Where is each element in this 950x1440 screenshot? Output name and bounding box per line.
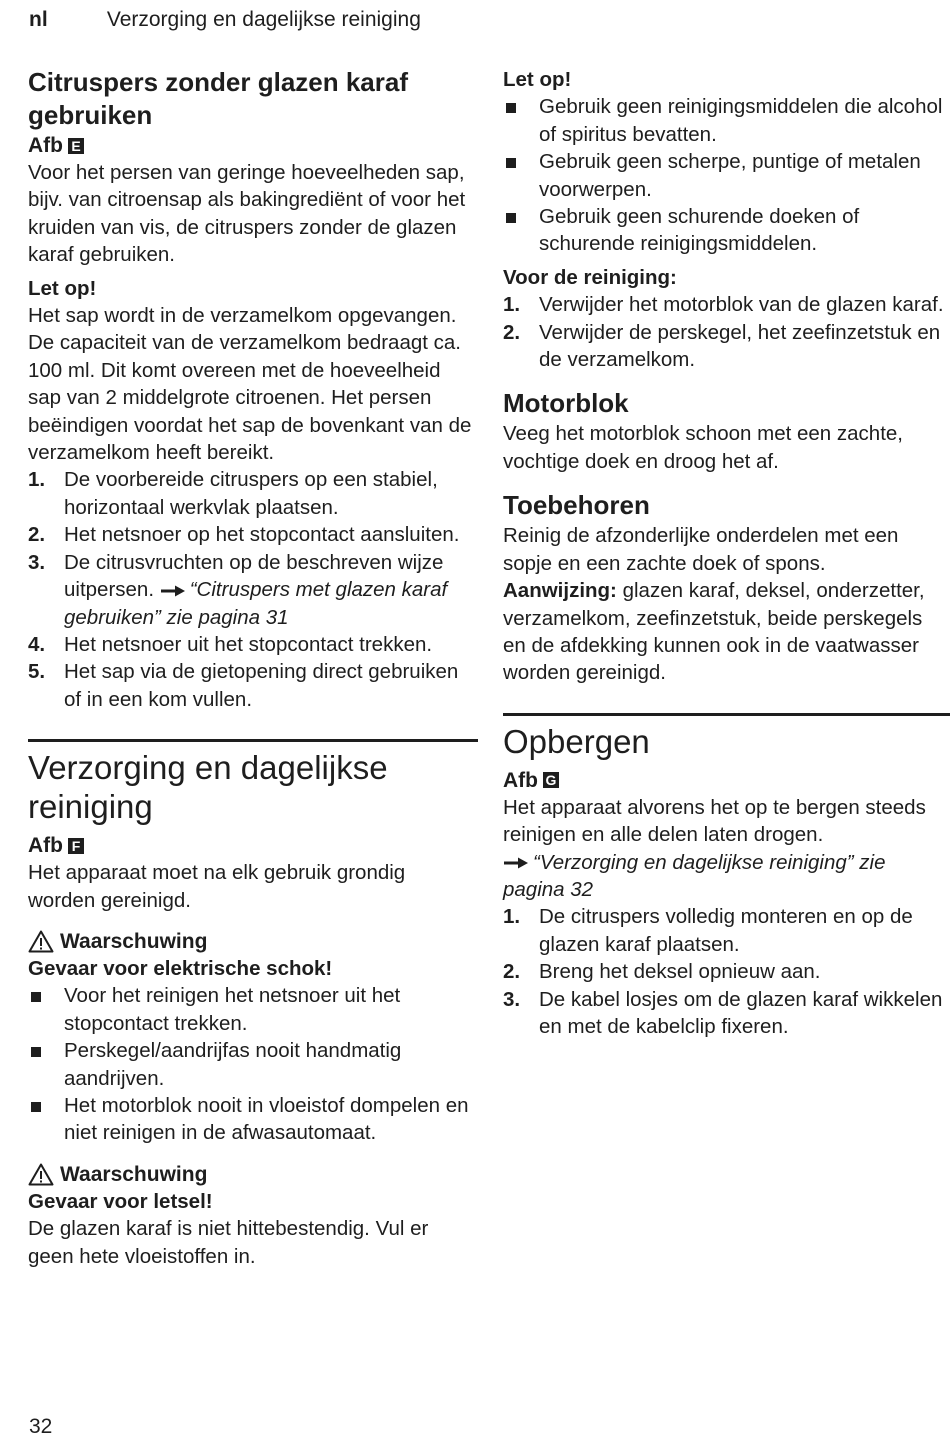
warning-heading [28, 1161, 478, 1188]
arrow-right-icon [160, 584, 186, 598]
figure-letter-g: G [543, 772, 559, 788]
figure-ref [503, 767, 950, 794]
storage-reference [503, 849, 950, 904]
citrus-steps [28, 466, 478, 713]
bullet-text: Gebruik geen schurende doeken of schurende reinigingsmiddelen. [539, 205, 860, 256]
list-item [28, 1037, 478, 1092]
step-text: De citruspers volledig monteren en op de glazen karaf plaatsen. [539, 905, 913, 956]
note-text: glazen karaf, deksel, onderzetter, verzamelkom, zeefinzetstuk, beide perskegels en de afdekking kunnen ook in de vaatwasser worden gereinigd. [503, 579, 925, 685]
before-cleaning-label: Voor de reiniging: [503, 265, 677, 289]
accessories-text: Reinig de afzonderlijke onderdelen met een sopje en een zachte doek of spons. [503, 524, 899, 575]
afb-label: Afb [28, 134, 63, 157]
list-item [28, 1092, 478, 1147]
caution-label: Let op! [503, 68, 572, 91]
list-item [28, 982, 478, 1037]
step-text: Het netsnoer uit het stopcontact trekken. [64, 632, 433, 656]
section-title-care: Verzorging en dagelijkse reiniging [28, 749, 388, 826]
page-header [29, 6, 421, 34]
figure-ref [28, 832, 478, 859]
step-number: 2. [503, 960, 521, 984]
note-paragraph [503, 577, 950, 687]
cross-reference-link[interactable]: “Citruspers met glazen karaf gebruiken” zie pagina 31 [64, 578, 448, 629]
warning-label: Waarschuwing [60, 929, 208, 953]
step-number: 3. [503, 987, 521, 1011]
afb-label: Afb [503, 768, 538, 792]
step-number: 4. [28, 632, 46, 656]
language-code: nl [29, 8, 48, 31]
caution-bullets [503, 93, 950, 257]
citrus-intro: Voor het persen van geringe hoeveelheden sap, bijv. van citroensap als bakingrediënt of voor het kruiden van vis, de citruspers zonder de glazen karaf gebruiken. [28, 161, 466, 267]
list-item [503, 958, 950, 985]
right-column [503, 66, 950, 1040]
step-text: De kabel losjes om de glazen karaf wikkelen en met de kabelclip fixeren. [539, 987, 943, 1038]
warning-triangle-icon [28, 930, 54, 953]
list-item [503, 319, 950, 374]
step-number: 3. [28, 550, 46, 574]
step-number: 2. [503, 320, 521, 344]
afb-label: Afb [28, 834, 63, 858]
list-item [503, 986, 950, 1041]
section-title-citrus: Citruspers zonder glazen karaf gebruiken [28, 67, 408, 130]
list-item [28, 631, 478, 658]
bullet-text: Voor het reinigen het netsnoer uit het stopcontact trekken. [64, 984, 401, 1035]
step-text: Verwijder de perskegel, het zeefinzetstuk en de verzamelkom. [539, 320, 941, 372]
motor-text: Veeg het motorblok schoon met een zachte, vochtige doek en droog het af. [503, 422, 904, 473]
warning-subtitle: Gevaar voor letsel! [28, 1189, 213, 1213]
caution-label: Let op! [28, 276, 97, 300]
figure-letter-e: E [68, 138, 84, 154]
figure-letter-f: F [68, 838, 84, 854]
bullet-text: Het motorblok nooit in vloeistof dompelen en niet reinigen in de afwasautomaat. [64, 1093, 469, 1145]
cross-reference-link[interactable]: “Verzorging en dagelijkse reiniging” zie pagina 32 [503, 850, 886, 901]
section-title-storage: Opbergen [503, 722, 650, 760]
list-item [503, 203, 950, 258]
before-cleaning-steps [503, 291, 950, 373]
step-number: 1. [503, 293, 521, 317]
warning-heading [28, 928, 478, 955]
warning-triangle-icon [28, 1163, 54, 1186]
step-text: Breng het deksel opnieuw aan. [539, 960, 821, 984]
step-number: 5. [28, 660, 46, 684]
section-title-accessories: Toebehoren [503, 490, 650, 521]
storage-intro: Het apparaat alvorens het op te bergen steeds reinigen en alle delen laten drogen. [503, 795, 926, 847]
list-item [28, 658, 478, 713]
list-item [503, 93, 950, 148]
list-item [28, 466, 478, 521]
page-number: 32 [29, 1415, 53, 1438]
step-text: Het sap via de gietopening direct gebruiken of in een kom vullen. [64, 660, 459, 711]
list-item [28, 549, 478, 631]
step-text: Verwijder het motorblok van de glazen karaf. [539, 293, 944, 317]
list-item [503, 148, 950, 203]
care-intro: Het apparaat moet na elk gebruik grondig worden gereinigd. [28, 861, 406, 912]
left-column [28, 66, 478, 1270]
list-item [503, 903, 950, 958]
step-number: 1. [28, 468, 46, 492]
list-item [503, 291, 950, 318]
warning-label: Waarschuwing [60, 1162, 208, 1186]
step-number: 2. [28, 523, 46, 547]
warning-bullets [28, 982, 478, 1146]
section-title-motor: Motorblok [503, 388, 629, 419]
bullet-text: Perskegel/aandrijfas nooit handmatig aandrijven. [64, 1039, 402, 1090]
step-text: De voorbereide citruspers op een stabiel, horizontaal werkvlak plaatsen. [64, 468, 438, 519]
step-number: 1. [503, 905, 521, 929]
caution-text: Het sap wordt in de verzamelkom opgevangen. De capaciteit van de verzamelkom bedraagt ca. 100 ml. Dit komt overeen met de hoeveelheid sap van 2 middelgrote citroenen. Het persen beëindigen voordat het sap de bovenkant van de verzamelkom heeft bereikt. [28, 304, 472, 465]
bullet-text: Gebruik geen reinigingsmiddelen die alcohol of spiritus bevatten. [539, 95, 943, 146]
note-label: Aanwijzing: [503, 579, 617, 603]
arrow-right-icon [503, 856, 529, 870]
warning-subtitle: Gevaar voor elektrische schok! [28, 956, 333, 980]
bullet-text: Gebruik geen scherpe, puntige of metalen voorwerpen. [539, 150, 921, 201]
step-text: De citrusvruchten op de beschreven wijze uitpersen. [64, 550, 444, 602]
warning-text: De glazen karaf is niet hittebestendig. Vul er geen hete vloeistoffen in. [28, 1217, 429, 1268]
storage-steps [503, 903, 950, 1040]
header-title: Verzorging en dagelijkse reiniging [106, 8, 421, 31]
figure-ref [28, 132, 478, 159]
list-item [28, 521, 478, 548]
step-text: Het netsnoer op het stopcontact aansluiten. [64, 523, 460, 547]
